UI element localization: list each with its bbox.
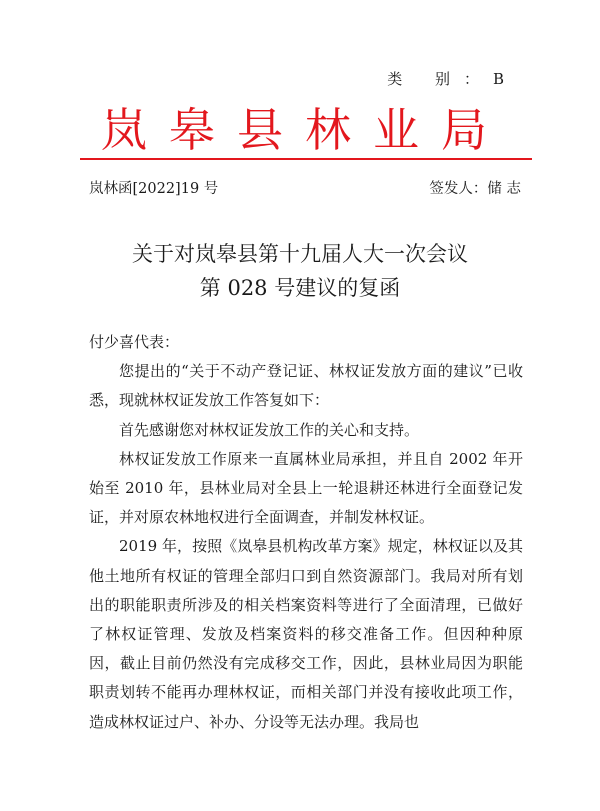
category-label: 类 别： (387, 70, 493, 88)
category-line (387, 68, 506, 89)
salutation: 付少喜代表： (89, 333, 180, 351)
document-subject (0, 237, 600, 305)
body-paragraph: 您提出的“关于不动产登记证、林权证发放方面的建议”已收悉，现就林权证发放工作答复如下： (89, 362, 523, 410)
signer-label: 签发人： (429, 181, 488, 197)
category-value: B (492, 70, 506, 88)
document-number: 岚林函[2022]19 号 (89, 181, 219, 197)
body-paragraph: 首先感谢您对林权证发放工作的关心和支持。 (119, 420, 420, 439)
document-body (89, 328, 523, 737)
signer (429, 177, 521, 198)
subject-line-1: 关于对岚皋县第十九届人大一次会议 (132, 242, 468, 266)
org-title: 岚皋县林业局 (101, 103, 509, 157)
signer-name: 储 志 (487, 181, 521, 197)
red-divider-line (80, 158, 532, 160)
body-paragraph: 林权证发放工作原来一直属林业局承担，并且自 2002 年开始至 2010 年，县林业局对全县上一轮退耕还林进行全面登记发证，并对原农林地权进行全面调查，并制发林权证。 (89, 449, 523, 527)
subject-line-2: 第 028 号建议的复函 (199, 276, 401, 300)
body-paragraph: 2019 年，按照《岚皋县机构改革方案》规定，林权证以及其他土地所有权证的管理全部归口到自然资源部门。我局对所有划出的职能职责所涉及的相关档案资料等进行了全面清理，已做好了林权证管理、发放及档案资料的移交准备工作。但因种种原因，截止目前仍然没有完成移交工作，因此，县林业局因为职能职责划转不能再办理林权证，而相关部门并没有接收此项工作，造成林权证过户、补办、分设等无法办理。我局也 (89, 537, 523, 731)
